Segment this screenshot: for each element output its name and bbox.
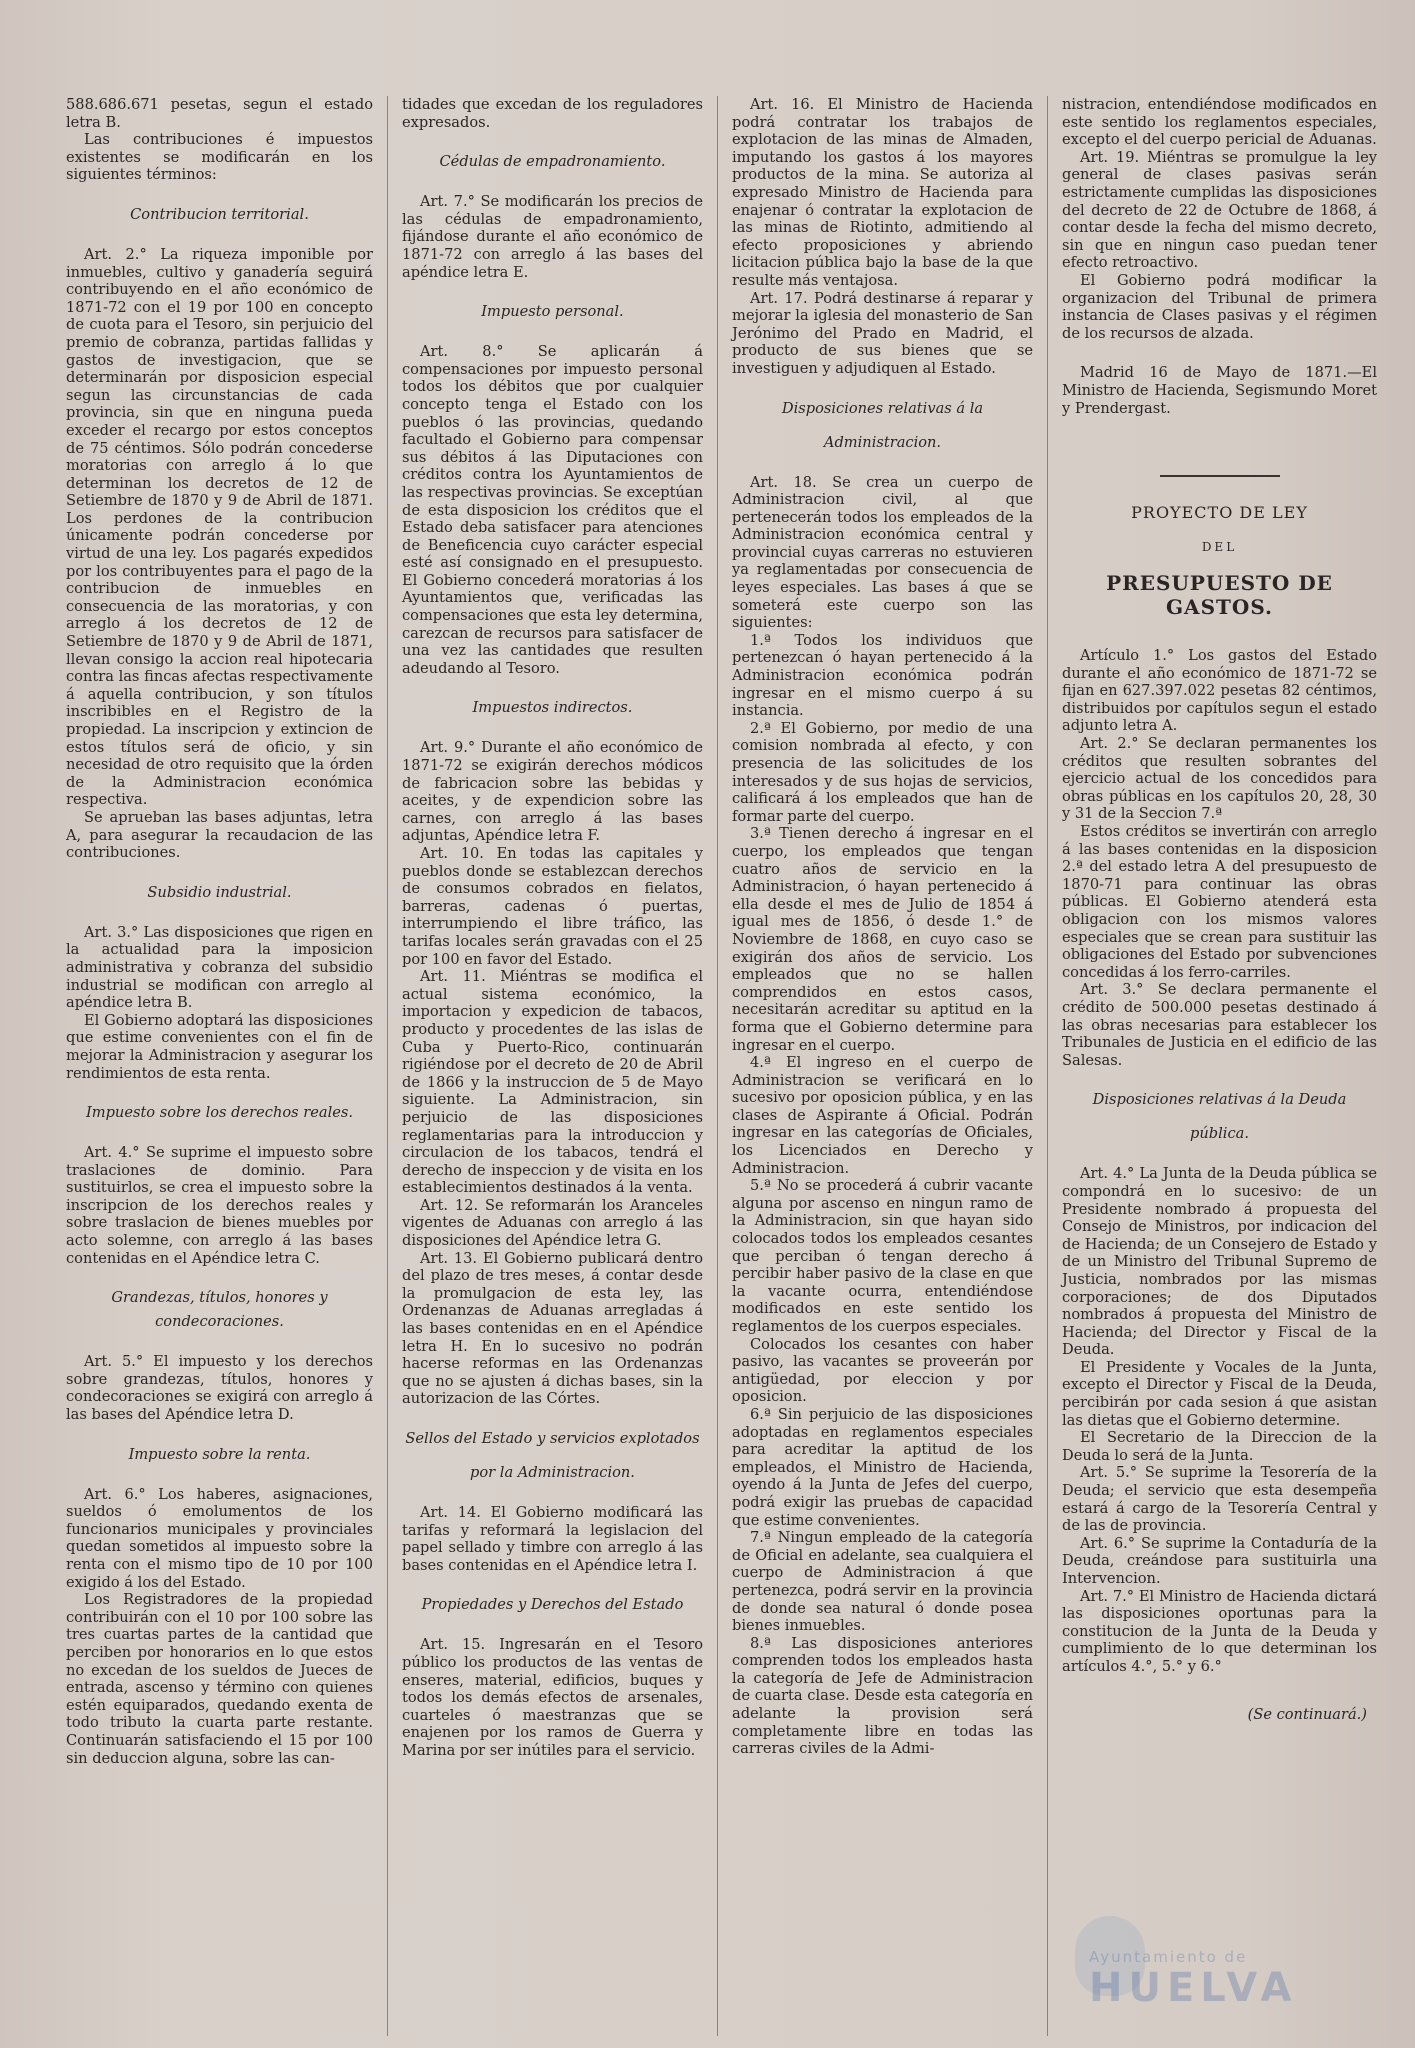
article-paragraph: Colocados los cesantes con haber pasivo, las vacantes se proveerán por antigüedad, por eleccion y por oposicion.	[732, 1335, 1033, 1406]
article-paragraph: Art. 7.° Se modificarán los precios de las cédulas de empadronamiento, fijándose durante el año económico de 1871-72 con arreglo á las bases del apéndice letra E.	[402, 193, 703, 281]
column-3	[717, 96, 1047, 2036]
article-paragraph: Art. 5.° Se suprime la Tesorería de la Deuda; el servicio que esta desempeña estará á cargo de la Tesorería Central y de las de provincia.	[1062, 1464, 1377, 1535]
article-paragraph: Art. 17. Podrá destinarse á reparar y mejorar la iglesia del monasterio de San Jerónimo del Prado en Madrid, el producto de sus bienes que se investiguen y adjudiquen al Estado.	[732, 289, 1033, 377]
article-paragraph: Art. 10. En todas las capitales y pueblos donde se establezcan derechos de consumos cobrados en fielatos, barreras, cadenas ó puertas, interrumpiendo el libre tráfico, las tarifas locales serán gravadas con el 25 por 100 en favor del Estado.	[402, 845, 703, 968]
article-paragraph: 3.ª Tienen derecho á ingresar en el cuerpo, los empleados que tengan cuatro años de servicio en la Administracion, ó hayan pertenecido á ella desde el mes de Julio de 1854 á igual mes de 1856, ó desde 1.° de Noviembre de 1868, en cuyo caso se exigirán dos años de servicio. Los empleados que no se hallen comprendidos en estos casos, necesitarán acreditar su aptitud en la forma que el Gobierno determine para ingresar en el cuerpo.	[732, 825, 1033, 1054]
article-paragraph: Art. 13. El Gobierno publicará dentro del plazo de tres meses, á contar desde la promulgacion de esta ley, las Ordenanzas de Aduanas arregladas á las bases contenidas en en el Apéndice letra H. En lo sucesivo no podrán hacerse reformas en las Ordenanzas que no se ajusten á dichas bases, sin la autorizacion de las Córtes.	[402, 1249, 703, 1408]
article-paragraph: tidades que excedan de los reguladores expresados.	[402, 96, 703, 131]
continued-note: (Se continuará.)	[1247, 1705, 1367, 1723]
article-paragraph: El Gobierno adoptará las disposiciones que estime convenientes con el fin de mejorar la Administracion y asegurar los rendimientos de esta renta.	[66, 1011, 373, 1082]
section-heading: Impuesto sobre los derechos reales.	[85, 1104, 354, 1122]
article-paragraph: Las contribuciones é impuestos existentes se modificarán en los siguientes términos:	[66, 131, 373, 184]
city-seal-watermark-icon	[1075, 1916, 1145, 1996]
article-paragraph: Art. 14. El Gobierno modificará las tarifas y reformará la legislacion del papel sellado y timbre con arreglo á las bases contenidas en el Apéndice letra I.	[402, 1504, 703, 1574]
article-paragraph: Art. 2.° La riqueza imponible por inmuebles, cultivo y ganadería seguirá contribuyendo en el año económico de 1871-72 con el 19 por 100 en concepto de cuota para el Tesoro, sin perjuicio del premio de cobranza, partidas fallidas y gastos de investigacion, que se determinarán por disposicion especial segun las circunstancias de cada provincia, sin que en ninguna pueda exceder el recargo por estos conceptos de 75 céntimos. Sólo podrán concederse moratorias con arreglo á lo que determinan los decretos de 12 de Setiembre de 1870 y 9 de Abril de 1871. Los perdones de la contribucion únicamente podrán concederse por virtud de una ley. Los pagarés expedidos por los contribuyentes para el pago de la contribucion de inmuebles en consecuencia de las moratorias, y con arreglo á los decretos de 12 de Setiembre de 1870 y 9 de Abril de 1871, llevan consigo la accion real hipotecaria contra las fincas afectas respectivamente á aquella contribucion, y son títulos inscribibles en el Registro de la propiedad. La inscripcion y extincion de estos títulos será de oficio, y sin necesidad de otro requisito que la órden de la Administracion económica respectiva.	[66, 245, 373, 809]
article-paragraph: Art. 19. Miéntras se promulgue la ley general de clases pasivas serán estrictamente cumplidas las disposiciones del decreto de 22 de Octubre de 1868, á contar desde la fecha del mismo decreto, sin que en ningun caso puedan tener efecto retroactivo.	[1062, 148, 1377, 272]
law-title-line1: PROYECTO DE LEY	[1131, 503, 1308, 523]
article-paragraph: 7.ª Ningun empleado de la categoría de Oficial en adelante, sea cualquiera el cuerpo de Administracion á que pertenezca, podrá servir en la provincia de donde sea natural ó donde posea bienes inmuebles.	[732, 1529, 1033, 1635]
section-heading: Cédulas de empadronamiento.	[439, 153, 666, 171]
article-paragraph: Art. 15. Ingresarán en el Tesoro público los productos de las ventas de enseres, material, edificios, buques y todos los demás efectos de arsenales, cuarteles ó maestranzas que se enajenen por los ramos de Guerra y Marina por ser inútiles para el servicio.	[402, 1636, 703, 1759]
law-title-line2: DEL	[1201, 540, 1238, 555]
article-paragraph: Artículo 1.° Los gastos del Estado durante el año económico de 1871-72 se fijan en 627.397.022 pesetas 82 céntimos, distribuidos por capítulos segun el estado adjunto letra A.	[1062, 647, 1377, 735]
article-paragraph: Art. 18. Se crea un cuerpo de Administracion civil, al que pertenecerán todos los empleados de la Administracion económica central y provincial cuyas carreras no estuvieren ya reglamentadas por consecuencia de leyes especiales. Las bases á que se someterá este cuerpo son las siguientes:	[732, 473, 1033, 632]
article-paragraph: Art. 6.° Los haberes, asignaciones, sueldos ó emolumentos de los funcionarios municipales y provinciales quedan sometidos al impuesto sobre la renta con el mismo tipo de 10 por 100 exigido á los del Estado.	[66, 1485, 373, 1591]
law-title-line3: PRESUPUESTO DE GASTOS.	[1106, 571, 1333, 620]
article-paragraph: El Secretario de la Direccion de la Deuda lo será de la Junta.	[1062, 1429, 1377, 1464]
article-paragraph: El Gobierno podrá modificar la organizacion del Tribunal de primera instancia de Clases pasivas y el régimen de los recursos de alzada.	[1062, 271, 1377, 342]
column-1	[62, 96, 387, 2036]
article-paragraph: Art. 12. Se reformarán los Aranceles vigentes de Aduanas con arreglo á las disposiciones del Apéndice letra G.	[402, 1196, 703, 1250]
article-paragraph: Art. 11. Miéntras se modifica el actual sistema económico, la importacion y expedicion de tabacos, producto y procedentes de las islas de Cuba y Puerto-Rico, continuarán rigiéndose por el decreto de 20 de Abril de 1866 y la instruccion de 5 de Mayo siguiente. La Administracion, sin perjuicio de las disposiciones reglamentarias para la introduccion y circulacion de los tabacos, tendrá el derecho de inspeccion y de visita en los establecimientos destinados á la venta.	[402, 968, 703, 1197]
section-heading: Impuesto sobre la renta.	[128, 1445, 311, 1463]
section-heading: Disposiciones relativas á la Administracion.	[781, 399, 984, 451]
article-paragraph: Art. 3.° Las disposiciones que rigen en la actualidad para la imposicion administrativa y cobranza del subsidio industrial se modifican con arreglo al apéndice letra B.	[66, 923, 373, 1012]
article-paragraph: 588.686.671 pesetas, segun el estado letra B.	[66, 96, 373, 131]
section-heading: Sellos del Estado y servicios explotados por la Administracion.	[405, 1430, 700, 1481]
article-paragraph: Se aprueban las bases adjuntas, letra A, para asegurar la recaudacion de las contribuciones.	[66, 808, 373, 862]
column-4	[1047, 96, 1381, 2036]
section-heading: Impuesto personal.	[481, 303, 624, 321]
article-paragraph: El Presidente y Vocales de la Junta, excepto el Director y Fiscal de la Deuda, percibirán por cada sesion á que asistan las dietas que el Gobierno determine.	[1062, 1358, 1377, 1429]
article-paragraph: 1.ª Todos los individuos que pertenezcan ó hayan pertenecido á la Administracion económica podrán ingresar en el mismo cuerpo á su instancia.	[732, 631, 1033, 720]
separator-rule	[1160, 475, 1280, 477]
article-paragraph: Art. 4.° La Junta de la Deuda pública se compondrá en lo sucesivo: de un Presidente nombrado á propuesta del Consejo de Ministros, por indicacion del de Hacienda; de un Consejero de Estado y de un Ministro del Tribunal Supremo de Justicia, nombrados por las mismas corporaciones; de dos Diputados nombrados á propuesta del Ministro de Hacienda; del Director y Fiscal de la Deuda.	[1062, 1165, 1377, 1359]
signature-paragraph: Madrid 16 de Mayo de 1871.—El Ministro de Hacienda, Segismundo Moret y Prendergast.	[1062, 364, 1377, 417]
article-paragraph: 8.ª Las disposiciones anteriores comprenden todos los empleados hasta la categoría de Jefe de Administracion de cuarta clase. Desde esta categoría en adelante la provision será completamente libre en todas las carreras civiles de la Admi-	[732, 1634, 1033, 1758]
article-paragraph: 4.ª El ingreso en el cuerpo de Administracion se verificará en lo sucesivo por oposicion pública, y en las clases de Aspirante á Oficial. Podrán ingresar en las categorías de Oficiales, los Licenciados en Derecho y Administracion.	[732, 1054, 1033, 1177]
article-paragraph: Art. 4.° Se suprime el impuesto sobre traslaciones de dominio. Para sustituirlos, se crea el impuesto sobre la inscripcion de los derechos reales y sobre traslacion de bienes muebles por acto solemne, con arreglo á las bases contenidas en el Apéndice letra C.	[66, 1144, 373, 1267]
article-paragraph: Art. 5.° El impuesto y los derechos sobre grandezas, títulos, honores y condecoraciones se exigirá con arreglo á las bases del Apéndice letra D.	[66, 1353, 373, 1424]
article-paragraph: 2.ª El Gobierno, por medio de una comision nombrada al efecto, y con presencia de las solicitudes de los interesados y de sus hojas de servicios, calificará á los empleados que han de formar parte del cuerpo.	[732, 719, 1033, 825]
article-paragraph: 5.ª No se procederá á cubrir vacante alguna por ascenso en ningun ramo de la Administracion, sin que hayan sido colocados todos los empleados cesantes que perciban ó tengan derecho á percibir haber pasivo de la clase en que la vacante ocurra, entendiéndose modificados en este sentido los reglamentos de los cuerpos especiales.	[732, 1177, 1033, 1335]
law-title	[1062, 503, 1377, 619]
article-paragraph: Art. 8.° Se aplicarán á compensaciones por impuesto personal todos los débitos que por cualquier concepto tenga el Estado con los pueblos ó las provincias, quedando facultado el Gobierno para compensar sus débitos á las Diputaciones con créditos contra los Ayuntamientos de las respectivas provincias. Se exceptúan de esta disposicion los créditos que el Estado deba satisfacer para atenciones de Beneficencia cuyo carácter especial esté así consignado en el presupuesto. El Gobierno concederá moratorias á los Ayuntamientos que, verificadas las compensaciones que esta ley determina, carezcan de recursos para satisfacer de una vez las cantidades que resulten adeudando al Tesoro.	[402, 343, 703, 677]
article-paragraph: Los Registradores de la propiedad contribuirán con el 10 por 100 sobre las tres cuartas partes de la cantidad que perciben por honorarios en lo que estos no excedan de los sueldos de Jueces de entrada, ascenso y término con quienes estén equiparados, quedando exenta de todo tributo la cuarta parte restante. Continuarán satisfaciendo el 15 por 100 sin deduccion alguna, sobre las can-	[66, 1591, 373, 1767]
section-heading: Propiedades y Derechos del Estado	[421, 1596, 684, 1614]
text-columns	[62, 96, 1381, 2036]
watermark-top-text: Ayuntamiento de	[1089, 1948, 1248, 1966]
article-paragraph: Art. 3.° Se declara permanente el crédito de 500.000 pesetas destinado á las obras necesarias para establecer los Tribunales de Justicia en el edificio de las Salesas.	[1062, 981, 1377, 1069]
column-2	[387, 96, 717, 2036]
article-paragraph: Estos créditos se invertirán con arreglo á las bases contenidas en la disposicion 2.ª del estado letra A del presupuesto de 1870-71 para continuar las obras públicas. El Gobierno atenderá esta obligacion con los mismos valores especiales que se crean para sustituir las obligaciones del Estado por subvenciones concedidas á los ferro-carriles.	[1062, 823, 1377, 981]
article-paragraph: nistracion, entendiéndose modificados en este sentido los reglamentos especiales, excepto el del cuerpo pericial de Aduanas.	[1062, 96, 1377, 149]
article-paragraph: Art. 2.° Se declaran permanentes los créditos que resulten sobrantes del ejercicio actual de los concedidos para obras públicas en los capítulos 20, 28, 30 y 31 de la Seccion 7.ª	[1062, 735, 1377, 823]
article-paragraph: Art. 9.° Durante el año económico de 1871-72 se exigirán derechos módicos de fabricacion sobre las bebidas y aceites, y de expendicion sobre las carnes, con arreglo á las bases adjuntas, Apéndice letra F.	[402, 739, 703, 845]
watermark-main-text: HUELVA	[1089, 1965, 1298, 2011]
section-heading: Disposiciones relativas á la Deuda pública.	[1092, 1091, 1347, 1143]
section-heading: Subsidio industrial.	[147, 883, 292, 901]
article-paragraph: Art. 7.° El Ministro de Hacienda dictará las disposiciones oportunas para la constitucion de la Junta de la Deuda y cumplimiento de lo que determinan los artículos 4.°, 5.° y 6.°	[1062, 1587, 1377, 1675]
article-paragraph: Art. 6.° Se suprime la Contaduría de la Deuda, creándose para sustituirla una Intervencion.	[1062, 1534, 1377, 1587]
article-paragraph: 6.ª Sin perjuicio de las disposiciones adoptadas en reglamentos especiales para acreditar la aptitud de los empleados, el Ministro de Hacienda, oyendo á la Junta de Jefes del cuerpo, podrá exigir las pruebas de capacidad que estime convenientes.	[732, 1405, 1033, 1529]
section-heading: Impuestos indirectos.	[472, 699, 633, 717]
article-paragraph: Art. 16. El Ministro de Hacienda podrá contratar los trabajos de explotacion de las minas de Almaden, imputando los gastos á los mayores productos de la mina. Se autoriza al expresado Ministro de Hacienda para enajenar ó contratar la explotacion de las minas de Riotinto, admitiendo al efecto proposiciones y abriendo licitacion pública bajo la base de la que resulte más ventajosa.	[732, 96, 1033, 289]
law-title-block	[1062, 475, 1377, 619]
section-heading: Grandezas, títulos, honores y condecoraciones.	[111, 1289, 328, 1331]
section-heading: Contribucion territorial.	[130, 205, 309, 223]
